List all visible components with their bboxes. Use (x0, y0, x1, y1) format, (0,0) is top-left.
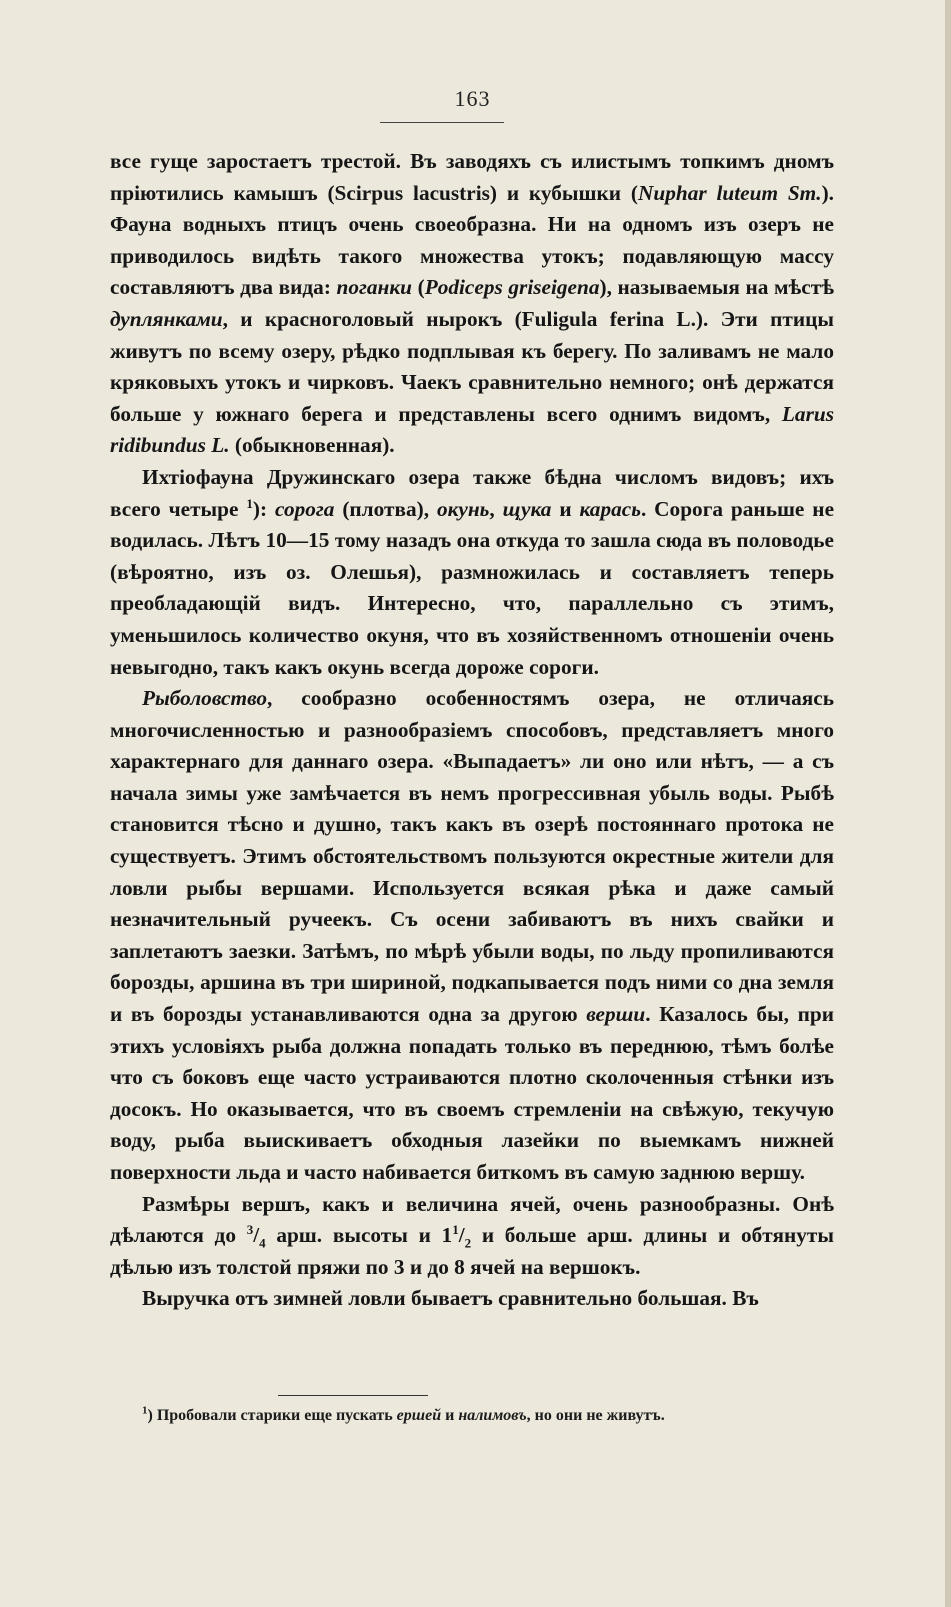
superscript: 3 (246, 1222, 254, 1238)
text-span: ), называемыя на мѣстѣ (599, 275, 834, 300)
text-span: и (441, 1407, 459, 1424)
footnote (110, 1405, 834, 1427)
italic-span: ершей (396, 1407, 442, 1424)
text-span: Ихтiофауна Дружинскаго озера также бѣдна числомъ видовъ; ихъ всего четыре (110, 464, 834, 521)
italic-span: щука (502, 496, 552, 521)
superscript: 1 (246, 495, 253, 511)
subscript: 2 (464, 1235, 472, 1251)
paragraph (110, 1283, 834, 1315)
subscript: 4 (259, 1235, 266, 1251)
text-span: и больше арш. длины и обтянуты дѣлью изъ толстой пряжи по 3 и до 8 ячей на вершокъ. (110, 1223, 834, 1279)
text-span: (обыкновенная). (229, 433, 395, 458)
text-span: / (458, 1223, 465, 1248)
italic-span: окунь (436, 496, 490, 521)
text-span: . Сорога раньше не водилась. Лѣтъ 10—15 тому назадъ она откуда то зашла сюда въ половодье (вѣроятно, изъ оз. Олешья), размножилась и составляетъ теперь преобладающiй видъ. Интересно, что, параллельно съ этимъ, уменьшилось количество окуня, что въ хозяйственномъ отношенiи очень невыгодно, такъ какъ окунь всегда дороже сороги. (110, 496, 835, 679)
header-rule (380, 122, 504, 123)
italic-span: верши (586, 1002, 646, 1027)
text-span: Выручка отъ зимней ловли бываетъ сравнительно большая. Въ (142, 1286, 759, 1311)
paragraph (110, 1189, 834, 1284)
italic-span: Nuphar luteum Sm. (638, 180, 822, 205)
footnote-text (110, 1405, 834, 1427)
italic-span: дуплянками (110, 306, 223, 331)
text-span: ). Фауна водныхъ птицъ очень своеобразна. Ни на одномъ изъ озеръ не приводилось видѣть такого множества утокъ; подавляющую массу составляютъ два вида: (110, 180, 834, 300)
footnote-rule (278, 1395, 428, 1396)
italic-span: поганки (336, 275, 412, 300)
italic-span: карась (579, 496, 641, 521)
text-span: ) Пробовали старики еще пускать (147, 1407, 397, 1424)
body-text (110, 146, 834, 1315)
paragraph (110, 683, 834, 1189)
italic-span: налимовъ (458, 1407, 527, 1424)
text-span: / (253, 1223, 260, 1248)
text-span: ): (252, 496, 276, 521)
paragraph (110, 462, 834, 683)
text-span: Размѣры вершъ, какъ и величина ячей, очень разнообразны. Онѣ дѣлаются до (110, 1191, 834, 1248)
text-span: , (489, 496, 503, 521)
superscript: 1 (452, 1222, 459, 1238)
text-span: (плотва), (334, 496, 437, 521)
page-number: 163 (454, 86, 491, 111)
text-span: , сообразно особенностямъ озера, не отличаясь многочисленностью и разнообразiемъ способовъ, представляетъ много характернаго для даннаго озера. «Выпадаетъ» ли оно или нѣтъ, — а съ начала зимы уже замѣчается въ немъ прогрессивная убыль воды. Рыбѣ становится тѣсно и душно, такъ какъ въ озерѣ постояннаго протока не существуетъ. Этимъ обстоятельствомъ пользуются окрестные жители для ловли рыбы вершами. Используется всякая рѣка и даже самый незначительный ручеекъ. Съ осени забиваютъ въ нихъ свайки и заплетаютъ заезки. Затѣмъ, по мѣрѣ убыли воды, по льду пропиливаются борозды, аршина въ три шириной, подкапывается подъ ними со дна земля и въ борозды устанавливаются одна за другою (110, 686, 834, 1027)
text-span: и (551, 496, 580, 521)
text-span: , но они не живутъ. (526, 1407, 665, 1424)
superscript: 1 (142, 1404, 148, 1417)
text-span: все гуще заростаетъ трестой. Въ заводяхъ съ илистымъ топкимъ дномъ прiютились камышъ (Scirpus lacustris) и кубышки ( (110, 149, 834, 205)
italic-span: Larus ridibundus L. (110, 401, 834, 458)
text-span: . Казалось бы, при этихъ условiяхъ рыба должна попадать только въ переднюю, тѣмъ болѣе что съ боковъ еще часто устраиваются плотно сколоченныя стѣнки изъ досокъ. Но оказывается, что въ своемъ стремленiи на свѣжую, текучую воду, рыба выискиваетъ обходныя лазейки по выемкамъ нижней поверхности льда и часто набивается биткомъ въ самую заднюю вершу. (110, 1002, 834, 1184)
text-span: ( (412, 275, 425, 300)
text-span: арш. высоты и 1 (265, 1223, 453, 1248)
paragraph (110, 146, 834, 462)
italic-span: Рыболовство (142, 686, 267, 711)
italic-span: сорога (275, 496, 335, 521)
italic-span: Podiceps griseigena (424, 275, 600, 300)
text-span: , и красноголовый нырокъ (Fuligula ferina L.). Эти птицы живутъ по всему озеру, рѣдко подплывая къ берегу. По заливамъ не мало кряковыхъ утокъ и чирковъ. Чаекъ сравнительно немного; онѣ держатся больше у южнаго берега и представлены всего однимъ видомъ, (110, 306, 834, 426)
